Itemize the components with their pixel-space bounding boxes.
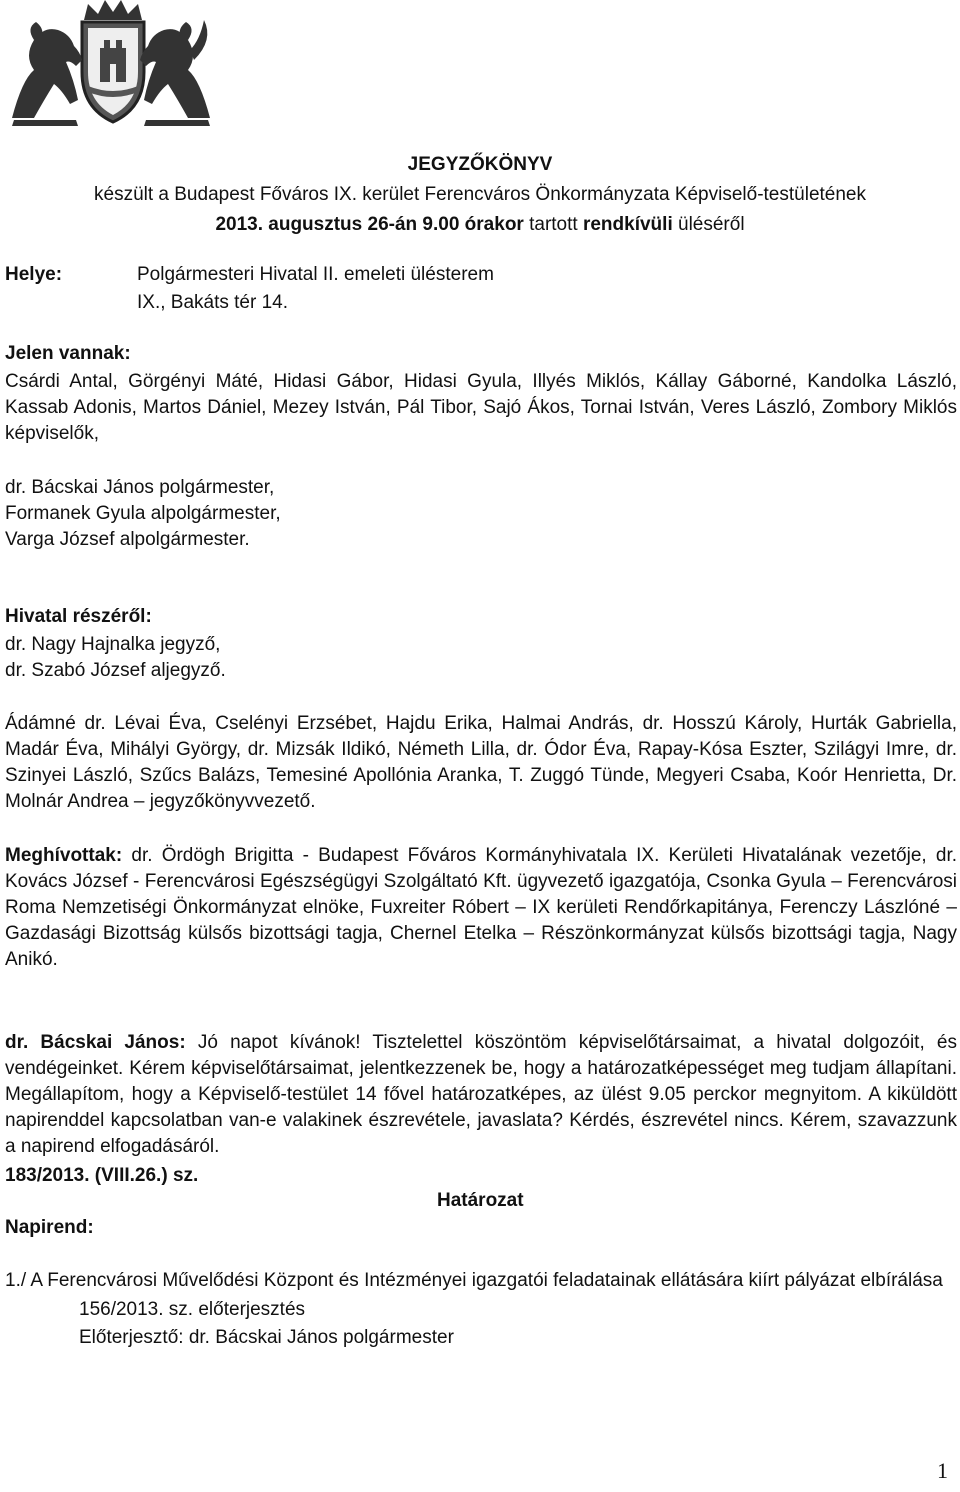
page-number: 1 bbox=[937, 1458, 948, 1483]
location-line-1: Polgármesteri Hivatal II. emeleti ülésterem bbox=[137, 264, 494, 285]
coat-of-arms-icon bbox=[4, 0, 218, 126]
mayor-line: dr. Bácskai János polgármester, bbox=[5, 477, 275, 498]
invited-line-2: Kovács József - Ferencvárosi Egészségügyi Szolgáltató Kft. ügyvezető igazgatója, Csonka Gyula – Ferencvárosi bbox=[5, 871, 957, 892]
location-line-2: IX., Bakáts tér 14. bbox=[137, 292, 289, 313]
speech-line-4: napirenddel kapcsolatban van-e valakinek észrevétele, javaslata? Kérdés, észrevétel nincs. Kérem, szavazzunk bbox=[5, 1110, 957, 1131]
staff-line-3: Szinyei László, Szűcs Balázs, Temesiné Apollónia Aranka, T. Zuggó Tünde, Megyeri Csaba, Koór Henrietta, Dr. bbox=[5, 765, 957, 786]
proposal-number: 156/2013. sz. előterjesztés bbox=[79, 1299, 306, 1320]
staff-line-1: Ádámné dr. Lévai Éva, Cselényi Erzsébet, Hajdu Erika, Halmai András, dr. Hosszú Károly, Hurták Gabriella, bbox=[5, 713, 957, 734]
agenda-item-1: 1./ A Ferencvárosi Művelődési Központ és Intézményei igazgatói feladatainak ellátására kiírt pályázat elbírálása bbox=[5, 1270, 943, 1291]
present-label: Jelen vannak: bbox=[5, 343, 131, 364]
office-label: Hivatal részéről: bbox=[5, 606, 152, 627]
deputy-mayor-line-1: Formanek Gyula alpolgármester, bbox=[5, 503, 281, 524]
resolution-number: 183/2013. (VIII.26.) sz. bbox=[5, 1165, 199, 1186]
agenda-label: Napirend: bbox=[5, 1217, 94, 1238]
header-line-2-mid: tartott bbox=[523, 214, 583, 235]
location-label: Helye: bbox=[5, 264, 63, 285]
header-line-2-end: üléséről bbox=[672, 214, 745, 235]
invited-line-5: Anikó. bbox=[5, 949, 58, 970]
speech-line-5: a napirend elfogadásáról. bbox=[5, 1136, 220, 1157]
speaker-name: dr. Bácskai János: bbox=[5, 1032, 186, 1053]
speech-line-1 bbox=[5, 1030, 957, 1056]
present-line-2: Kassab Adonis, Martos Dániel, Mezey István, Pál Tibor, Sajó Ákos, Tornai István, Veres László, Zombory Miklós bbox=[5, 397, 957, 418]
deputy-notary-line: dr. Szabó József aljegyző. bbox=[5, 660, 226, 681]
staff-line-2: Madár Éva, Mihályi György, dr. Mizsák Ildikó, Németh Lilla, dr. Ódor Éva, Rapay-Kósa Eszter, Szilágyi Imre, dr. bbox=[5, 739, 957, 760]
presenter: Előterjesztő: dr. Bácskai János polgármester bbox=[79, 1327, 454, 1348]
invited-text-1: dr. Ördögh Brigitta - Budapest Főváros Kormányhivatala IX. Kerületi Hivatalának vezetője, dr. bbox=[122, 845, 957, 866]
session-date: 2013. augusztus 26-án 9.00 órakor bbox=[215, 214, 524, 235]
speech-line-2: vendégeinket. Kérem képviselőtársaimat, jelentkezzenek be, hogy a határozatképességet meg tudjam állapítani. bbox=[5, 1058, 957, 1079]
invited-label: Meghívottak: bbox=[5, 845, 123, 866]
present-list bbox=[5, 369, 957, 447]
invited-block bbox=[5, 843, 957, 973]
invited-line-1 bbox=[5, 843, 957, 869]
invited-line-3: Roma Nemzetiségi Önkormányzat elnöke, Fuxreiter Róbert – IX kerületi Rendőrkapitánya, Ferenczy Lászlóné – bbox=[5, 897, 957, 918]
mayors-list bbox=[5, 475, 957, 553]
resolution-title: Határozat bbox=[437, 1190, 524, 1211]
speech-line-3: Megállapítom, hogy a Képviselő-testület 14 fővel határozatképes, az ülést 9.05 perckor megnyitom. A kiküldött bbox=[5, 1084, 957, 1105]
staff-line-4: Molnár Andrea – jegyzőkönyvvezető. bbox=[5, 791, 316, 812]
present-line-1: Csárdi Antal, Görgényi Máté, Hidasi Gábor, Hidasi Gyula, Illyés Miklós, Kállay Gáborné, Kandolka László, bbox=[5, 371, 957, 392]
document-title: JEGYZŐKÖNYV bbox=[407, 154, 553, 175]
header-line-2 bbox=[0, 212, 960, 238]
present-line-3: képviselők, bbox=[5, 423, 99, 444]
notary-line: dr. Nagy Hajnalka jegyző, bbox=[5, 634, 221, 655]
deputy-mayor-line-2: Varga József alpolgármester. bbox=[5, 529, 250, 550]
invited-line-4: Gazdasági Bizottság külsős bizottsági tagja, Chernel Etelka – Részönkormányzat külsős bizottsági tagja, Nagy bbox=[5, 923, 957, 944]
staff-list bbox=[5, 711, 957, 815]
session-type: rendkívüli bbox=[582, 214, 673, 235]
office-list bbox=[5, 632, 957, 684]
speech-text-1: Jó napot kívánok! Tisztelettel köszöntöm képviselőtársaimat, a hivatal dolgozóit, és bbox=[185, 1032, 957, 1053]
header-line-1: készült a Budapest Főváros IX. kerület Ferencváros Önkormányzata Képviselő-testületének bbox=[94, 184, 866, 205]
speech-block bbox=[5, 1030, 957, 1160]
